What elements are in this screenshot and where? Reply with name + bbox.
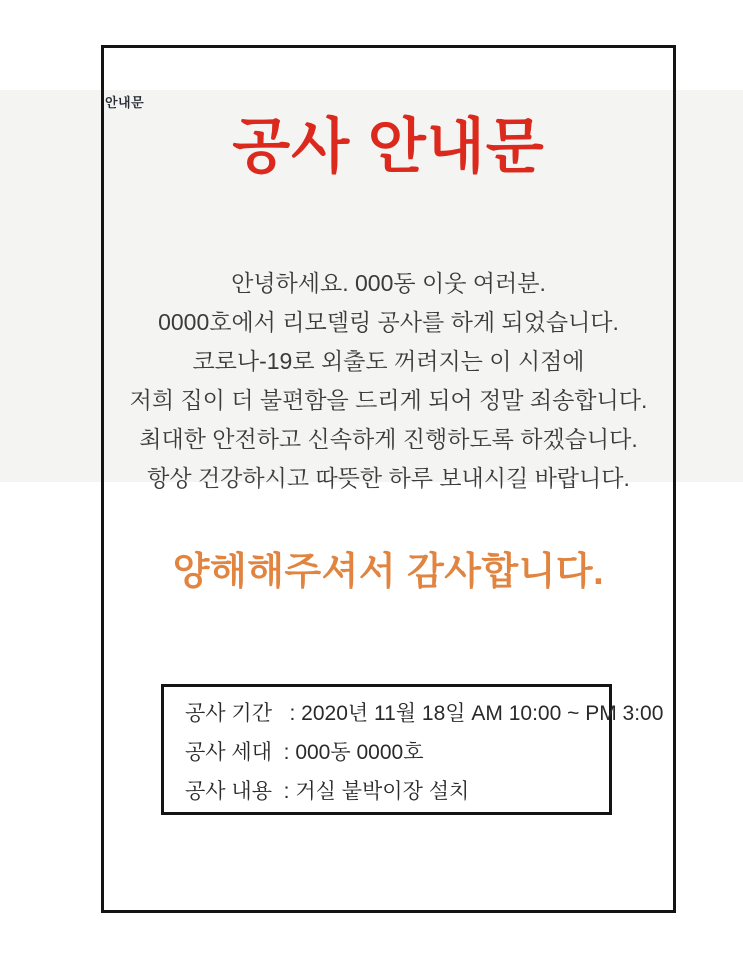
construction-info-line: 공사 세대 : 000동 0000호 [185, 741, 424, 764]
notice-body-line: 0000호에서 리모델링 공사를 하게 되었습니다. [158, 309, 619, 335]
notice-body-line: 저희 집이 더 불편함을 드리게 되어 정말 죄송합니다. [129, 387, 648, 413]
notice-body-line: 항상 건강하시고 따뜻한 하루 보내시길 바랍니다. [147, 465, 630, 491]
notice-page [101, 45, 676, 913]
page-corner-label: 안내문 [105, 95, 145, 110]
notice-title: 공사 안내문 [232, 113, 545, 180]
thanks-message: 양해해주셔서 감사합니다. [172, 551, 605, 593]
construction-info-line: 공사 기간 : 2020년 11월 18일 AM 10:00 ~ PM 3:00 [185, 702, 664, 725]
notice-body [104, 264, 673, 498]
construction-info-line: 공사 내용 : 거실 붙박이장 설치 [185, 780, 470, 803]
construction-info-box [161, 684, 664, 815]
notice-body-line: 최대한 안전하고 신속하게 진행하도록 하겠습니다. [139, 426, 638, 452]
notice-body-line: 코로나-19로 외출도 꺼려지는 이 시점에 [192, 348, 585, 374]
notice-body-line: 안녕하세요. 000동 이웃 여러분. [231, 270, 546, 296]
